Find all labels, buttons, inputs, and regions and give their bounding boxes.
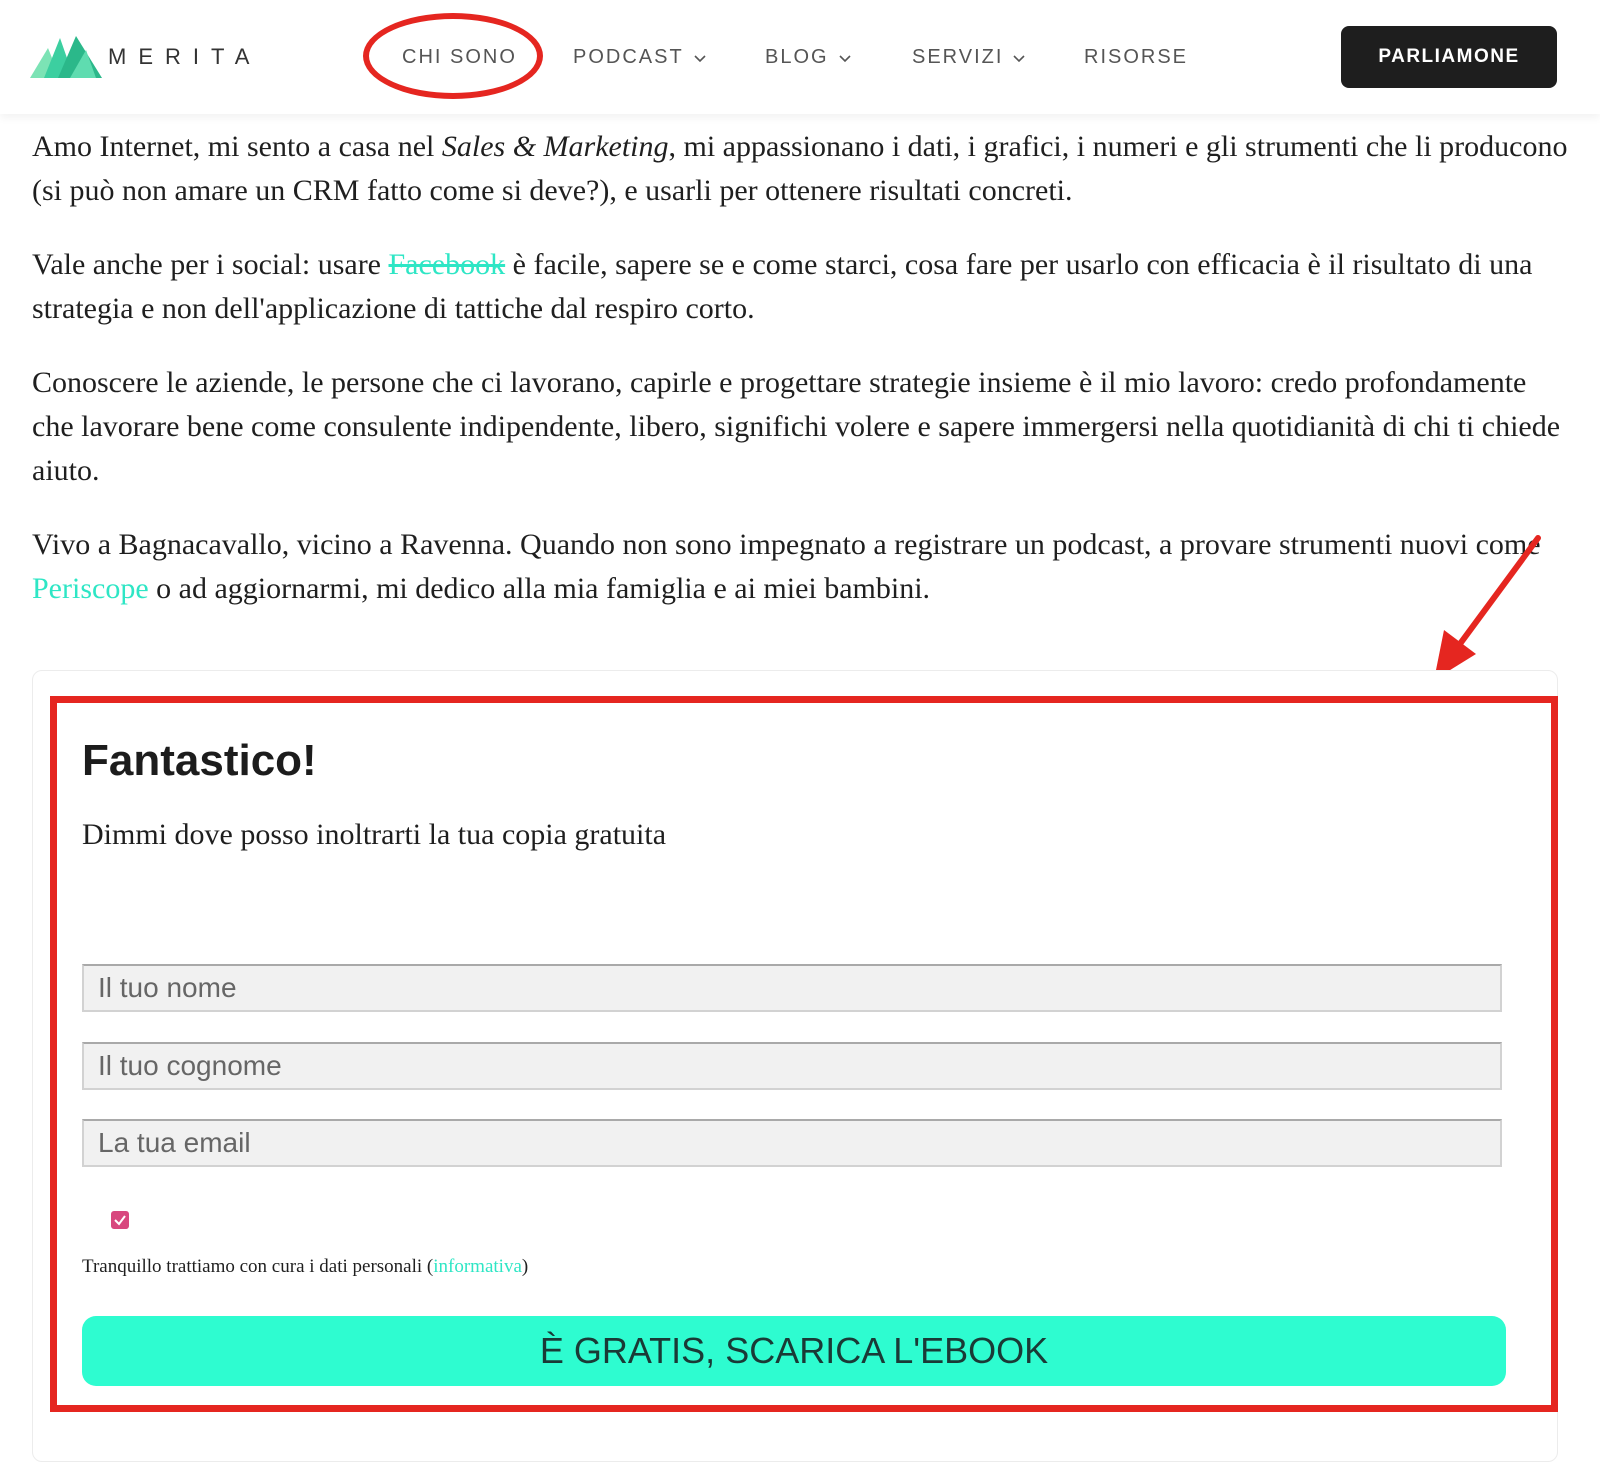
facebook-link[interactable]: Facebook — [388, 248, 506, 281]
text: è facile, sapere se e come starci, cosa fare per usarlo con efficacia è il risultato di una strategia e non dell'applicazione di tattiche dal respiro corto. — [32, 248, 1533, 325]
text: Vale anche per i social: usare — [32, 248, 389, 281]
chevron-down-icon — [839, 44, 851, 70]
first-name-input[interactable] — [82, 964, 1502, 1012]
email-input[interactable] — [82, 1119, 1502, 1167]
paragraph-aziende: Conoscere le aziende, le persone che ci lavorano, capirle e progettare strategie insieme è il mio lavoro: credo profondamente che lavorare bene come consulente indipendente, libero, significhi volere e sapere immergersi nella quotidianità di chi ti chiede aiuto. — [32, 366, 1561, 487]
text: o ad aggiornarmi, mi dedico alla mia famiglia e ai miei bambini. — [148, 572, 931, 605]
nav-label: PODCAST — [573, 46, 684, 68]
text: ) — [521, 1256, 529, 1277]
article-body — [32, 125, 1572, 641]
chevron-down-icon — [1013, 44, 1025, 70]
nav-label: RISORSE — [1084, 46, 1189, 68]
text: Amo Internet, mi sento a casa nel — [32, 130, 442, 163]
text: Vivo a Bagnacavallo, vicino a Ravenna. Quando non sono impegnato a registrare un podcast, a provare strumenti nuovi come — [32, 528, 1541, 561]
text: Tranquillo trattiamo con cura i dati personali ( — [82, 1256, 434, 1277]
nav-item-servizi[interactable] — [912, 44, 1025, 70]
paragraph-social — [32, 243, 1572, 331]
merita-logo-icon — [30, 34, 102, 80]
consent-checkbox[interactable] — [111, 1211, 129, 1229]
nav-item-podcast[interactable] — [573, 44, 706, 70]
nav-label: CHI SONO — [402, 46, 517, 68]
form-subtitle: Dimmi dove posso inoltrarti la tua copia gratuita — [82, 818, 667, 851]
periscope-link[interactable]: Periscope — [32, 572, 149, 605]
site-header — [0, 0, 1600, 114]
privacy-policy-link[interactable]: informativa — [433, 1256, 522, 1277]
nav-item-chi-sono[interactable] — [402, 44, 517, 70]
download-ebook-button[interactable]: È GRATIS, SCARICA L'EBOOK — [82, 1316, 1506, 1386]
paragraph-bio — [32, 523, 1572, 611]
nav-label: BLOG — [765, 46, 829, 68]
paragraph-intro — [32, 125, 1572, 213]
form-title: Fantastico! — [82, 736, 317, 785]
logo-text: MERITA — [108, 44, 262, 69]
nav-item-blog[interactable] — [765, 44, 851, 70]
nav-label: SERVIZI — [912, 46, 1004, 68]
emphasis-text: Sales & Marketing — [441, 130, 669, 163]
chevron-down-icon — [694, 44, 706, 70]
last-name-input[interactable] — [82, 1042, 1502, 1090]
privacy-notice — [82, 1256, 528, 1278]
annotation-arrow-icon — [1430, 534, 1550, 689]
site-logo[interactable] — [30, 34, 261, 80]
parliamone-button[interactable]: PARLIAMONE — [1341, 26, 1557, 88]
nav-item-risorse[interactable] — [1084, 44, 1188, 70]
checkmark-icon — [113, 1213, 127, 1227]
text: , mi appassionano i dati, i grafici, i numeri e gli strumenti che li producono (si può non amare un CRM fatto come si deve?), e usarli per ottenere risultati concreti. — [32, 130, 1568, 207]
